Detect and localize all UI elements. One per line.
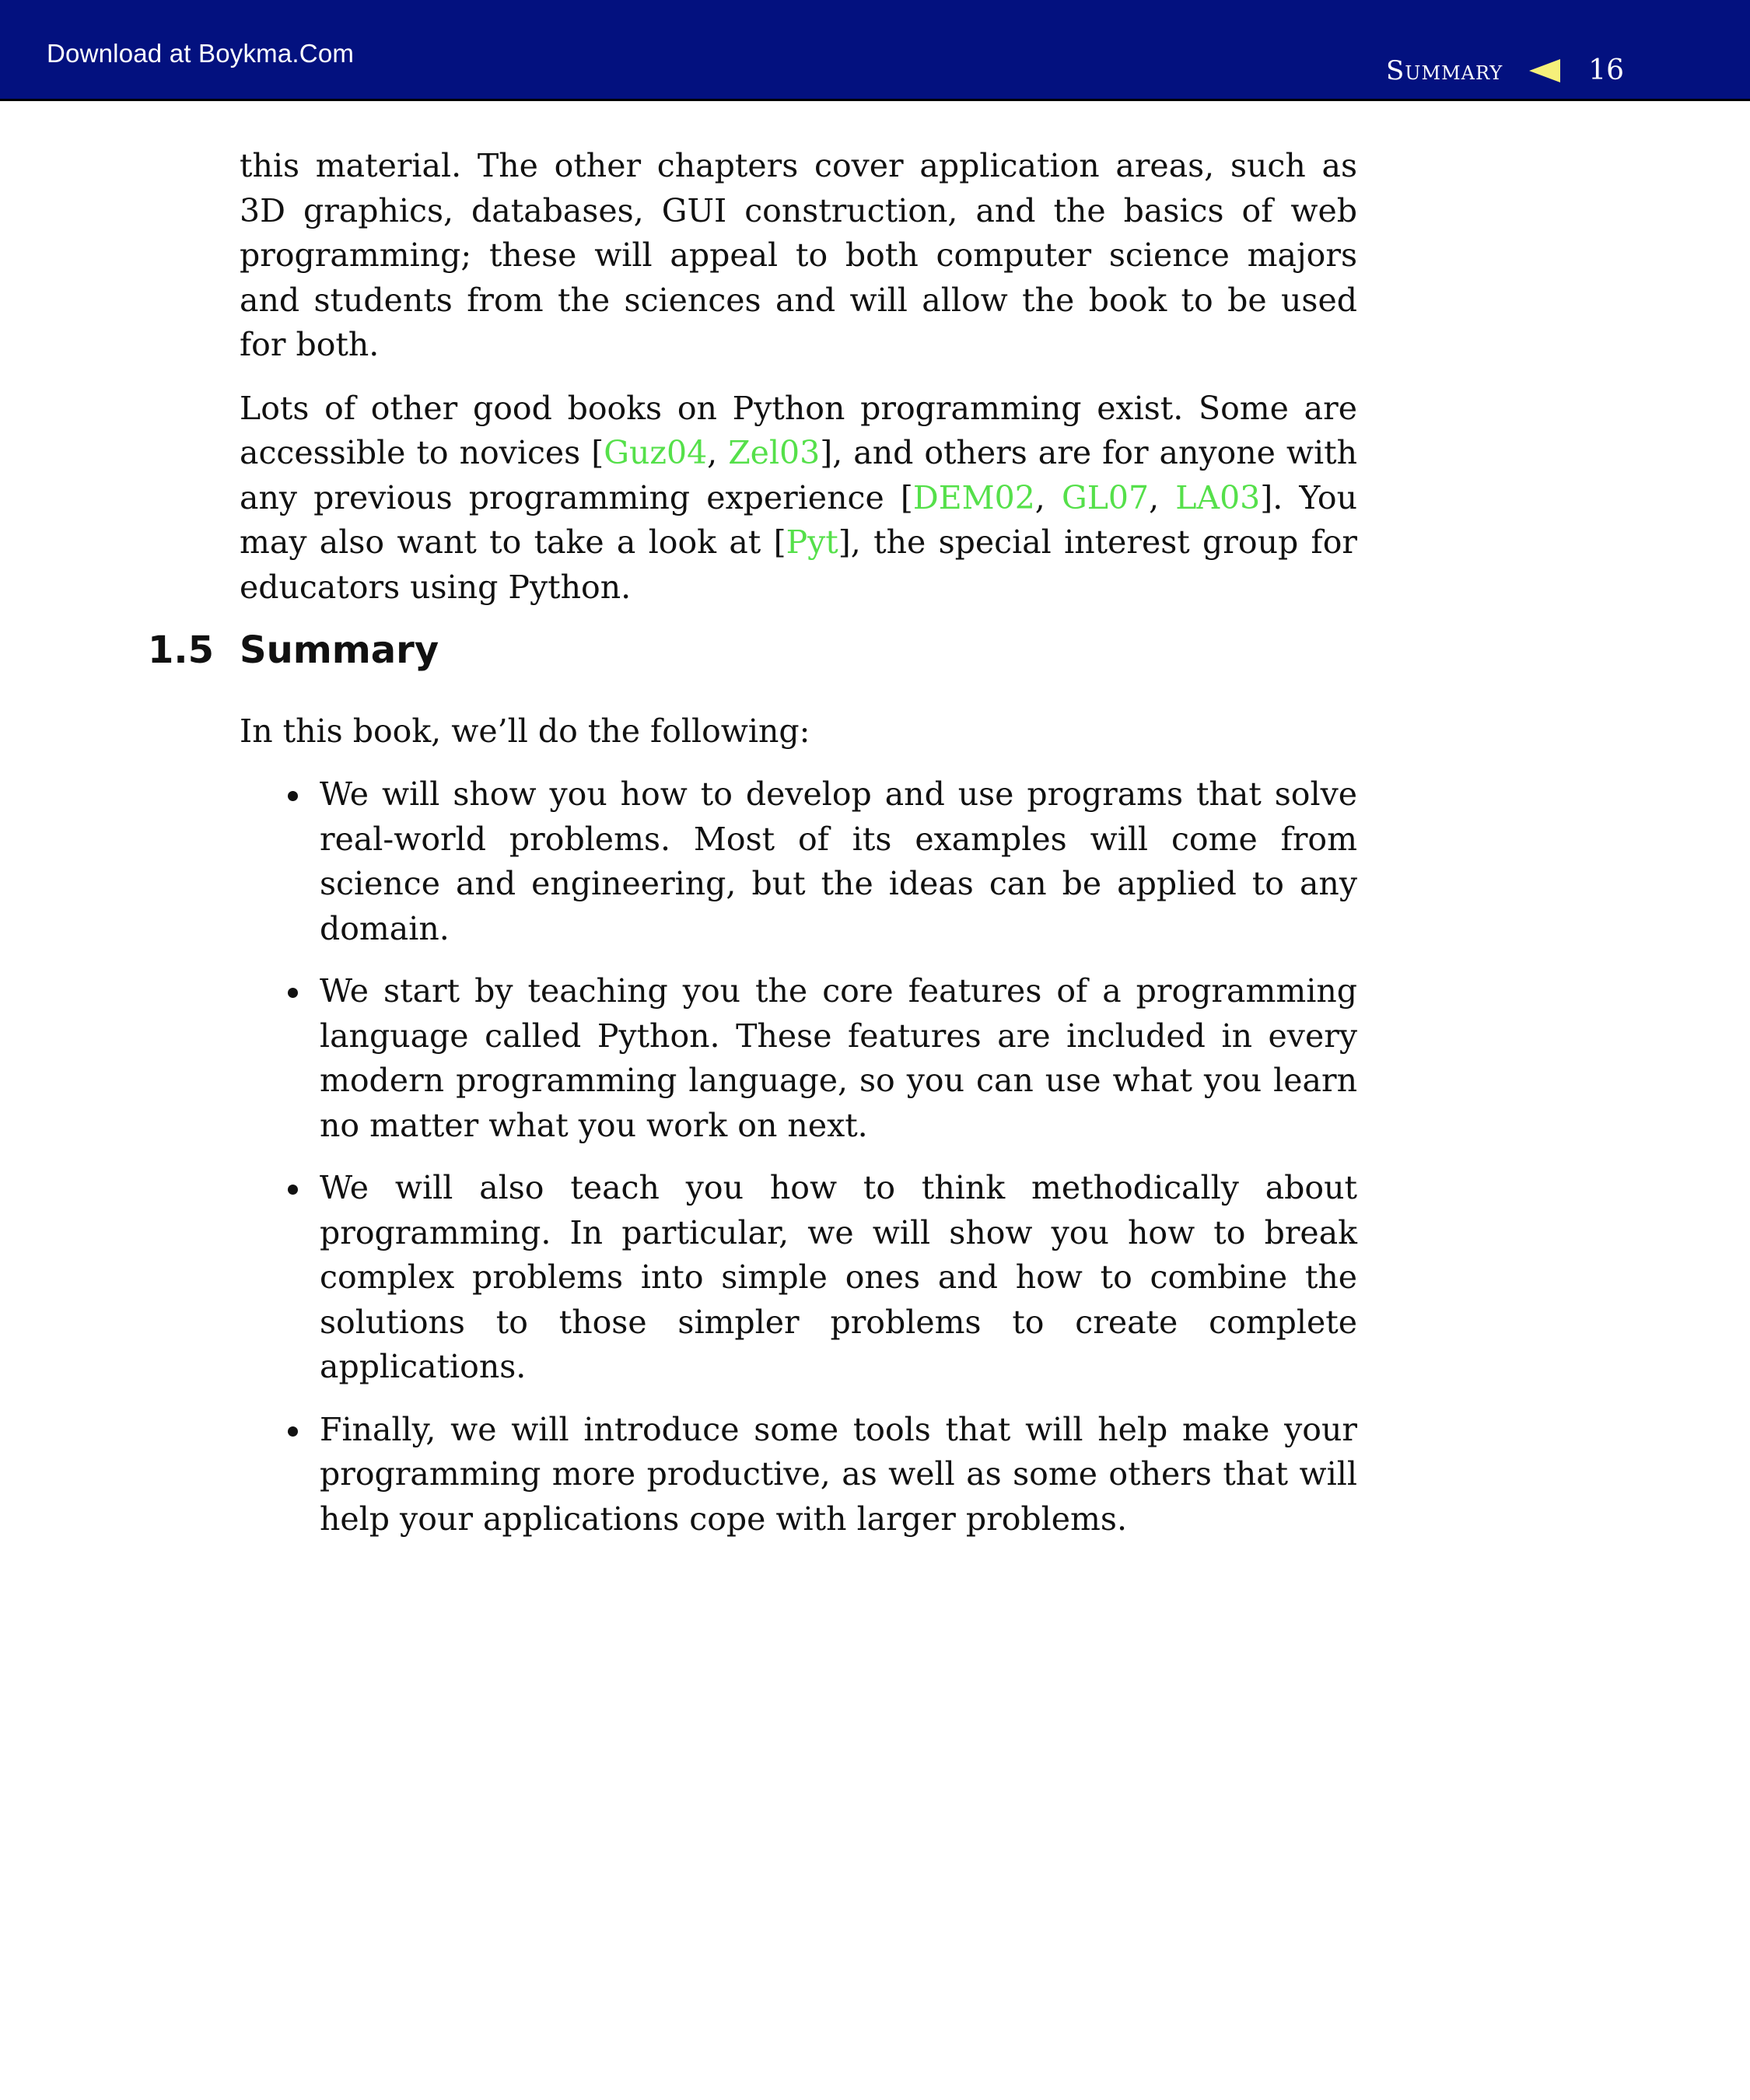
citation-link[interactable]: LA03 — [1175, 478, 1261, 516]
paragraph-text: Lots of other good books on Python programming exist. Some are accessible to novices [ — [240, 389, 1357, 471]
list-item — [288, 1166, 1357, 1390]
watermark-text: Download at Boykma.Com — [47, 39, 355, 68]
list-item-text: We start by teaching you the core features of a programming language called Python. These features are included in every modern programming language, so you can use what you learn no matter what you work on next. — [320, 972, 1357, 1144]
section-heading — [148, 628, 439, 672]
list-item-text: We will also teach you how to think methodically about programming. In particular, we will show you how to break complex problems into simple ones and how to combine the solutions to those simpler problems to create complete applications. — [320, 1169, 1357, 1385]
list-item — [288, 1408, 1357, 1542]
bullet-icon — [288, 791, 298, 801]
paragraph-continuation: this material. The other chapters cover application areas, such as 3D graphics, databases, GUI construction, and the basics of web programming; these will appeal to both computer science majors and students from the sciences and will allow the book to be used for both. — [240, 147, 1357, 363]
bullet-icon — [288, 1185, 298, 1195]
list-item — [288, 969, 1357, 1148]
page-content — [240, 144, 1357, 628]
citation-link[interactable]: Pyt — [786, 523, 838, 561]
summary-bullet-list — [288, 772, 1357, 1559]
section-number: 1.5 — [148, 628, 215, 672]
list-item-text: Finally, we will introduce some tools that will help make your programming more productive, as well as some others that will help your applications cope with larger problems. — [320, 1410, 1357, 1538]
paragraph-text: ], and others are for anyone with any previous programming experience [ — [240, 434, 1357, 516]
bullet-icon — [288, 988, 298, 998]
paragraph-text: ]. You may also want to take a look at [ — [240, 478, 1357, 561]
running-head-section: Summary — [1386, 54, 1503, 86]
citation-link[interactable]: Zel03 — [728, 434, 821, 471]
header-bar — [0, 0, 1750, 101]
paragraph-text: , — [1034, 478, 1062, 516]
paragraph-text: , — [1149, 478, 1176, 516]
paragraph-text: , — [707, 434, 729, 471]
paragraph-text: ], the special interest group for educators using Python. — [240, 523, 1357, 606]
section-intro: In this book, we’ll do the following: — [240, 712, 810, 750]
citation-link[interactable]: DEM02 — [912, 478, 1035, 516]
left-triangle-icon[interactable] — [1529, 59, 1560, 82]
running-head — [1386, 54, 1624, 86]
page-number: 16 — [1588, 54, 1624, 86]
citation-link[interactable]: Guz04 — [604, 434, 708, 471]
bullet-icon — [288, 1426, 298, 1437]
paragraph-other-books — [240, 387, 1357, 611]
citation-link[interactable]: GL07 — [1061, 478, 1150, 516]
list-item-text: We will show you how to develop and use programs that solve real-world problems. Most of its examples will come from science and engineering, but the ideas can be applied to any domain. — [320, 775, 1357, 947]
section-title: Summary — [240, 628, 439, 672]
list-item — [288, 772, 1357, 951]
